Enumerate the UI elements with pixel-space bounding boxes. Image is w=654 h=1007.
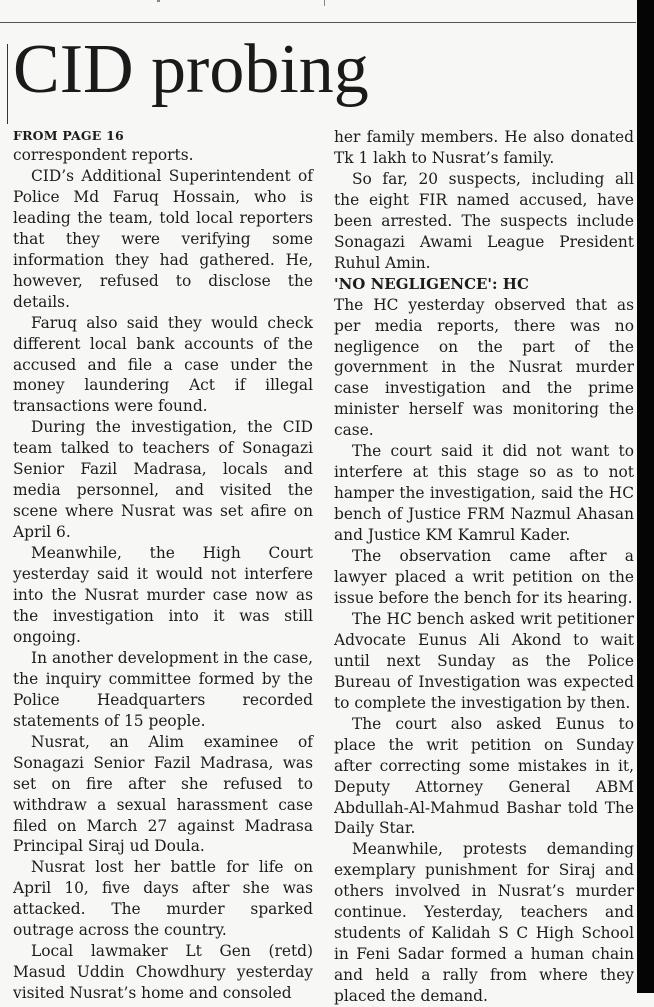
paragraph: Local lawmaker Lt Gen (retd) Masud Uddin Chowdhury yesterday visited Nusrat’s home and consoled xyxy=(13,942,313,1003)
paragraph: Nusrat lost her battle for life on April 10, five days after she was attacked. The murder sparked outrage across the country. xyxy=(13,858,313,940)
paragraph: The court also asked Eunus to place the writ petition on Sunday after correcting some mistakes in it, Deputy Attorney General ABM Abdullah-Al-Mahmud Bashar told The Daily Star. xyxy=(334,714,634,838)
paragraph: Faruq also said they would check different local bank accounts of the accused and file a case under the money laundering Act if illegal transactions were found. xyxy=(13,313,313,416)
top-column-tick xyxy=(324,0,325,6)
left-column xyxy=(13,127,313,1004)
paragraph: So far, 20 suspects, including all the eight FIR named accused, have been arrested. The suspects include Sonagazi Awami League President Ruhul Amin. xyxy=(334,169,634,272)
paragraph: In another development in the case, the inquiry committee formed by the Police Headquarters recorded statements of 15 people. xyxy=(13,648,313,730)
paragraph: The HC bench asked writ petitioner Advocate Eunus Ali Akond to wait until next Sunday as the Police Bureau of Investigation was expected to complete the investigation by then. xyxy=(334,609,634,712)
paragraph: Meanwhile, the High Court yesterday said it would not interfere into the Nusrat murder case now as the investigation into it was still ongoing. xyxy=(13,544,313,646)
paragraph: her family members. He also donated Tk 1 lakh to Nusrat’s family. xyxy=(334,128,634,167)
paragraph: Nusrat, an Alim examinee of Sonagazi Senior Fazil Madrasa, was set on fire after she refused to withdraw a sexual harassment case filed on March 27 against Madrasa Principal Siraj ud Doula. xyxy=(13,732,313,856)
top-divider xyxy=(0,22,636,23)
paragraph: correspondent reports. xyxy=(13,146,194,164)
paragraph: Meanwhile, protests demanding exemplary punishment for Siraj and others involved in Nusrat’s murder continue. Yesterday, teachers and students of Kalidah S C High School in Feni Sadar formed a human chain and held a rally from where they placed the demand. xyxy=(334,840,634,1006)
paragraph: During the investigation, the CID team talked to teachers of Sonagazi Senior Fazil Madrasa, locals and media personnel, and visited the scene where Nusrat was set afire on April 6. xyxy=(13,418,313,542)
from-page-label: FROM PAGE 16 xyxy=(13,128,124,143)
headline: CID probing xyxy=(13,31,369,108)
right-edge-bar xyxy=(637,0,654,993)
paragraph: CID’s Additional Superintendent of Police Md Faruq Hossain, who is leading the team, told local reporters that they were verifying some information they had gathered. He, however, refused to disclose the details. xyxy=(13,166,313,311)
subheading: 'NO NEGLIGENCE': HC xyxy=(334,274,529,293)
top-fragment-mark xyxy=(157,0,160,2)
right-column xyxy=(334,127,634,1007)
paragraph: The observation came after a lawyer placed a writ petition on the issue before the bench for its hearing. xyxy=(334,547,634,607)
paragraph: The HC yesterday observed that as per media reports, there was no negligence on the part of the government in the Nusrat murder case investigation and the prime minister herself was monitoring the case. xyxy=(334,295,634,440)
paragraph: The court said it did not want to interfere at this stage so as to not hamper the investigation, said the HC bench of Justice FRM Nazmul Ahasan and Justice KM Kamrul Kader. xyxy=(334,442,634,545)
left-column-rule xyxy=(7,44,8,124)
